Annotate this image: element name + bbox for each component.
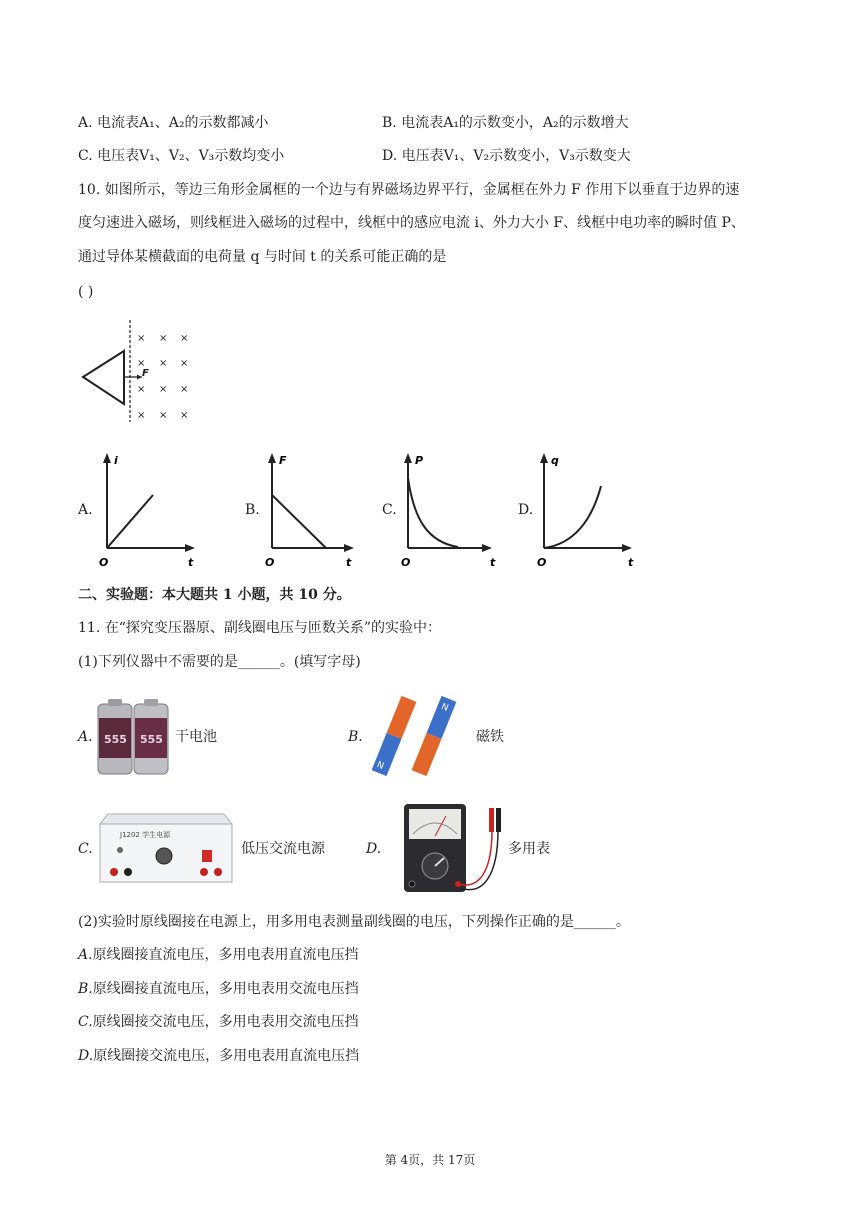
supply-label: J1202 学生电源 [120, 831, 171, 839]
supply-terminal [110, 868, 118, 876]
magnet-image [372, 690, 464, 782]
q11-item-a-label: 干电池 [175, 729, 217, 745]
q9-option-d-letter: D. [382, 148, 398, 164]
field-x: × [180, 384, 189, 395]
q11-choice-a-letter: A. [78, 947, 93, 963]
q10-graph-d [534, 450, 646, 570]
q11-choice-a-text: 原线圈接直流电压，多用电表用直流电压挡 [92, 947, 359, 963]
q10-field-figure [78, 318, 198, 422]
x-axis-arrow [185, 544, 195, 552]
supply-switch [202, 850, 212, 862]
q11-choice-d-text: 原线圈接交流电压，多用电表用直流电压挡 [93, 1048, 360, 1064]
origin-label: O [99, 556, 109, 569]
q9-option-d [382, 146, 631, 166]
battery-right-text: 555 [140, 733, 163, 746]
q10-answer-blank: ( ) [78, 284, 94, 300]
y-label: q [551, 454, 559, 467]
y-label: F [279, 454, 287, 467]
field-x: × [137, 358, 146, 369]
q11-choice-a [78, 945, 359, 965]
q11-choice-b [78, 979, 359, 999]
field-x: × [137, 410, 146, 421]
q9-option-b-letter: B. [382, 115, 397, 131]
curve [107, 495, 153, 548]
q9-option-b-text: 电流表A₁的示数变小，A₂的示数增大 [401, 115, 629, 131]
probe-jack [409, 881, 415, 887]
q9-option-c-text: 电压表V₁、V₂、V₃示数均变小 [97, 148, 285, 164]
q11-choice-b-letter: B. [78, 981, 93, 997]
x-label: t [490, 556, 496, 569]
curve [272, 495, 326, 548]
q11-choice-c [78, 1012, 359, 1032]
magnet-right-blue [427, 696, 457, 739]
q11-item-d-label: 多用表 [508, 841, 550, 857]
y-axis-arrow [540, 453, 548, 463]
probe-black [496, 808, 501, 832]
x-axis-arrow [622, 544, 632, 552]
q11-choice-d-letter: D. [78, 1048, 94, 1064]
magnet-right-red [412, 733, 442, 776]
battery-left-text: 555 [104, 733, 127, 746]
multimeter-dial [409, 809, 461, 839]
multimeter-image [400, 800, 510, 898]
q11-choice-c-letter: C. [78, 1014, 93, 1030]
q10-graph-b [262, 450, 374, 570]
q11-stem: 11. 在“探究变压器原、副线圈电压与匝数关系”的实验中： [78, 620, 442, 636]
field-x: × [137, 384, 146, 395]
q10-option-b-letter: B. [245, 502, 260, 518]
probe-red [489, 808, 494, 832]
force-label: F [142, 368, 149, 379]
page-footer: 第 4页，共 17页 [384, 1153, 476, 1167]
supply-terminal [117, 847, 123, 853]
q9-option-d-text: 电压表V₁、V₂示数变小，V₃示数变大 [401, 148, 631, 164]
magnet-left-red [387, 696, 417, 739]
origin-label: O [265, 556, 275, 569]
triangle-frame [83, 351, 124, 404]
field-x: × [159, 358, 168, 369]
x-label: t [628, 556, 634, 569]
q11-item-b-letter: B. [348, 729, 363, 745]
magnet-right [412, 696, 457, 776]
q10-stem-line1: 10. 如图所示，等边三角形金属框的一个边与有界磁场边界平行，金属框在外力 F 作用下以垂直于边界的速 [78, 182, 740, 198]
battery-left-terminal [108, 699, 122, 706]
q9-option-a-letter: A. [78, 115, 93, 131]
supply-terminal [124, 868, 132, 876]
y-axis-arrow [268, 453, 276, 463]
x-label: t [188, 556, 194, 569]
q9-option-a-text: 电流表A₁、A₂的示数都减小 [97, 115, 269, 131]
y-label: P [415, 454, 424, 467]
q10-graph-c [398, 450, 510, 570]
field-x: × [180, 410, 189, 421]
q11-item-b-label: 磁铁 [476, 729, 504, 745]
y-axis-arrow [103, 453, 111, 463]
field-x: × [137, 333, 146, 344]
supply-knob [156, 848, 172, 864]
q10-option-a-letter: A. [78, 502, 93, 518]
q11-item-d-letter: D. [366, 841, 382, 857]
supply-terminal [214, 868, 222, 876]
y-label: i [114, 454, 118, 467]
q9-option-c-letter: C. [78, 148, 93, 164]
battery-right-terminal [144, 699, 158, 706]
x-axis-arrow [482, 544, 492, 552]
q9-option-b [382, 113, 629, 133]
section2-heading: 二、实验题：本大题共 1 小题，共 10 分。 [78, 587, 351, 603]
supply-top [100, 814, 232, 824]
magnet-right-pole: N [439, 702, 450, 714]
supply-terminal [200, 868, 208, 876]
q10-stem-line2: 度匀速进入磁场，则线框进入磁场的过程中，线框中的感应电流 i、外力大小 F、线框中电功率的瞬时值 P、 [78, 215, 745, 231]
q11-part1: (1)下列仪器中不需要的是______。(填写字母) [78, 654, 361, 670]
field-x: × [180, 333, 189, 344]
q11-choice-c-text: 原线圈接交流电压，多用电表用交流电压挡 [92, 1014, 359, 1030]
q11-item-c-label: 低压交流电源 [241, 841, 325, 857]
q11-choice-b-text: 原线圈接直流电压，多用电表用交流电压挡 [92, 981, 359, 997]
q11-choice-d [78, 1046, 359, 1066]
q10-option-c-letter: C. [382, 502, 397, 518]
q10-graph-a [95, 450, 207, 570]
q11-part2: (2)实验时原线圈接在电源上，用多用电表测量副线圈的电压，下列操作正确的是______。 [78, 914, 630, 930]
field-x: × [180, 358, 189, 369]
power-supply-image [96, 810, 236, 886]
x-label: t [346, 556, 352, 569]
magnet-left-pole: N [375, 760, 386, 772]
q9-option-a [78, 113, 268, 133]
battery-image [94, 696, 172, 778]
field-x: × [159, 333, 168, 344]
origin-label: O [401, 556, 411, 569]
q11-item-c-letter: C. [78, 841, 93, 857]
field-x: × [159, 384, 168, 395]
x-axis-arrow [344, 544, 354, 552]
field-x: × [159, 410, 168, 421]
q10-option-d-letter: D. [518, 502, 534, 518]
q11-item-a-letter: A. [78, 729, 93, 745]
q10-stem-line3: 通过导体某横截面的电荷量 q 与时间 t 的关系可能正确的是 [78, 249, 447, 265]
magnet-left [372, 696, 416, 776]
origin-label: O [537, 556, 547, 569]
curve [544, 486, 601, 548]
curve [408, 478, 458, 547]
q9-option-c [78, 146, 284, 166]
y-axis-arrow [404, 453, 412, 463]
